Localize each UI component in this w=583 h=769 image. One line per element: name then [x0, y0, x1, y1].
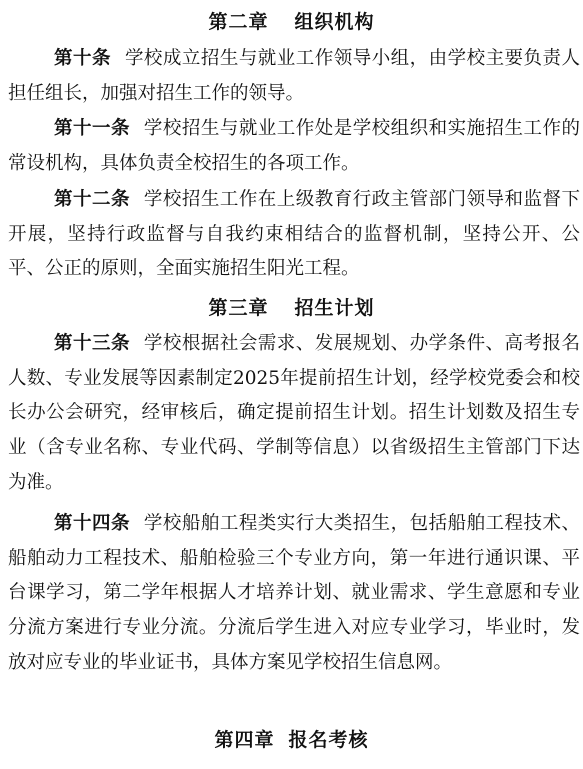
chapter-4-heading	[0, 728, 583, 752]
chapter-title: 招生计划	[294, 297, 375, 319]
article-text: 学校成立招生与就业工作领导小组，由学校主要负责人担任组长，加强对招生工作的领导。	[8, 48, 580, 104]
article-label: 第十一条	[54, 118, 130, 139]
article-text: 学校船舶工程类实行大类招生，包括船舶工程技术、船舶动力工程技术、船舶检验三个专业方向，第一年进行通识课、平台课学习，第二学年根据人才培养计划、就业需求、学生意愿和专业分流方案进行专业分流。分流后学生进入对应专业学习，毕业时，发放对应专业的毕业证书，具体方案见学校招生信息网。	[8, 513, 580, 673]
article-label: 第十三条	[54, 333, 130, 354]
chapter-3-heading	[0, 296, 583, 320]
chapter-2-heading	[0, 10, 583, 34]
chapter-number: 第四章	[214, 729, 275, 751]
chapter-title: 组织机构	[294, 11, 375, 33]
article-14	[8, 507, 580, 681]
article-text: 学校招生与就业工作处是学校组织和实施招生工作的常设机构，具体负责全校招生的各项工作。	[8, 118, 580, 174]
article-12	[8, 183, 580, 287]
chapter-number: 第二章	[208, 11, 269, 33]
article-text: 学校招生工作在上级教育行政主管部门领导和监督下开展，坚持行政监督与自我约束相结合的监督机制，坚持公开、公平、公正的原则，全面实施招生阳光工程。	[8, 189, 580, 280]
article-10	[8, 42, 580, 111]
article-label: 第十二条	[54, 189, 130, 210]
article-text: 学校根据社会需求、发展规划、办学条件、高考报名人数、专业发展等因素制定2025年提前招生计划，经学校党委会和校长办公会研究，经审核后，确定提前招生计划。招生计划数及招生专业（含专业名称、专业代码、学制等信息）以省级招生主管部门下达为准。	[8, 333, 580, 493]
chapter-title: 报名考核	[288, 729, 369, 751]
chapter-number: 第三章	[208, 297, 269, 319]
article-label: 第十四条	[54, 513, 130, 534]
article-label: 第十条	[54, 48, 111, 69]
article-11	[8, 112, 580, 181]
article-13	[8, 327, 580, 501]
